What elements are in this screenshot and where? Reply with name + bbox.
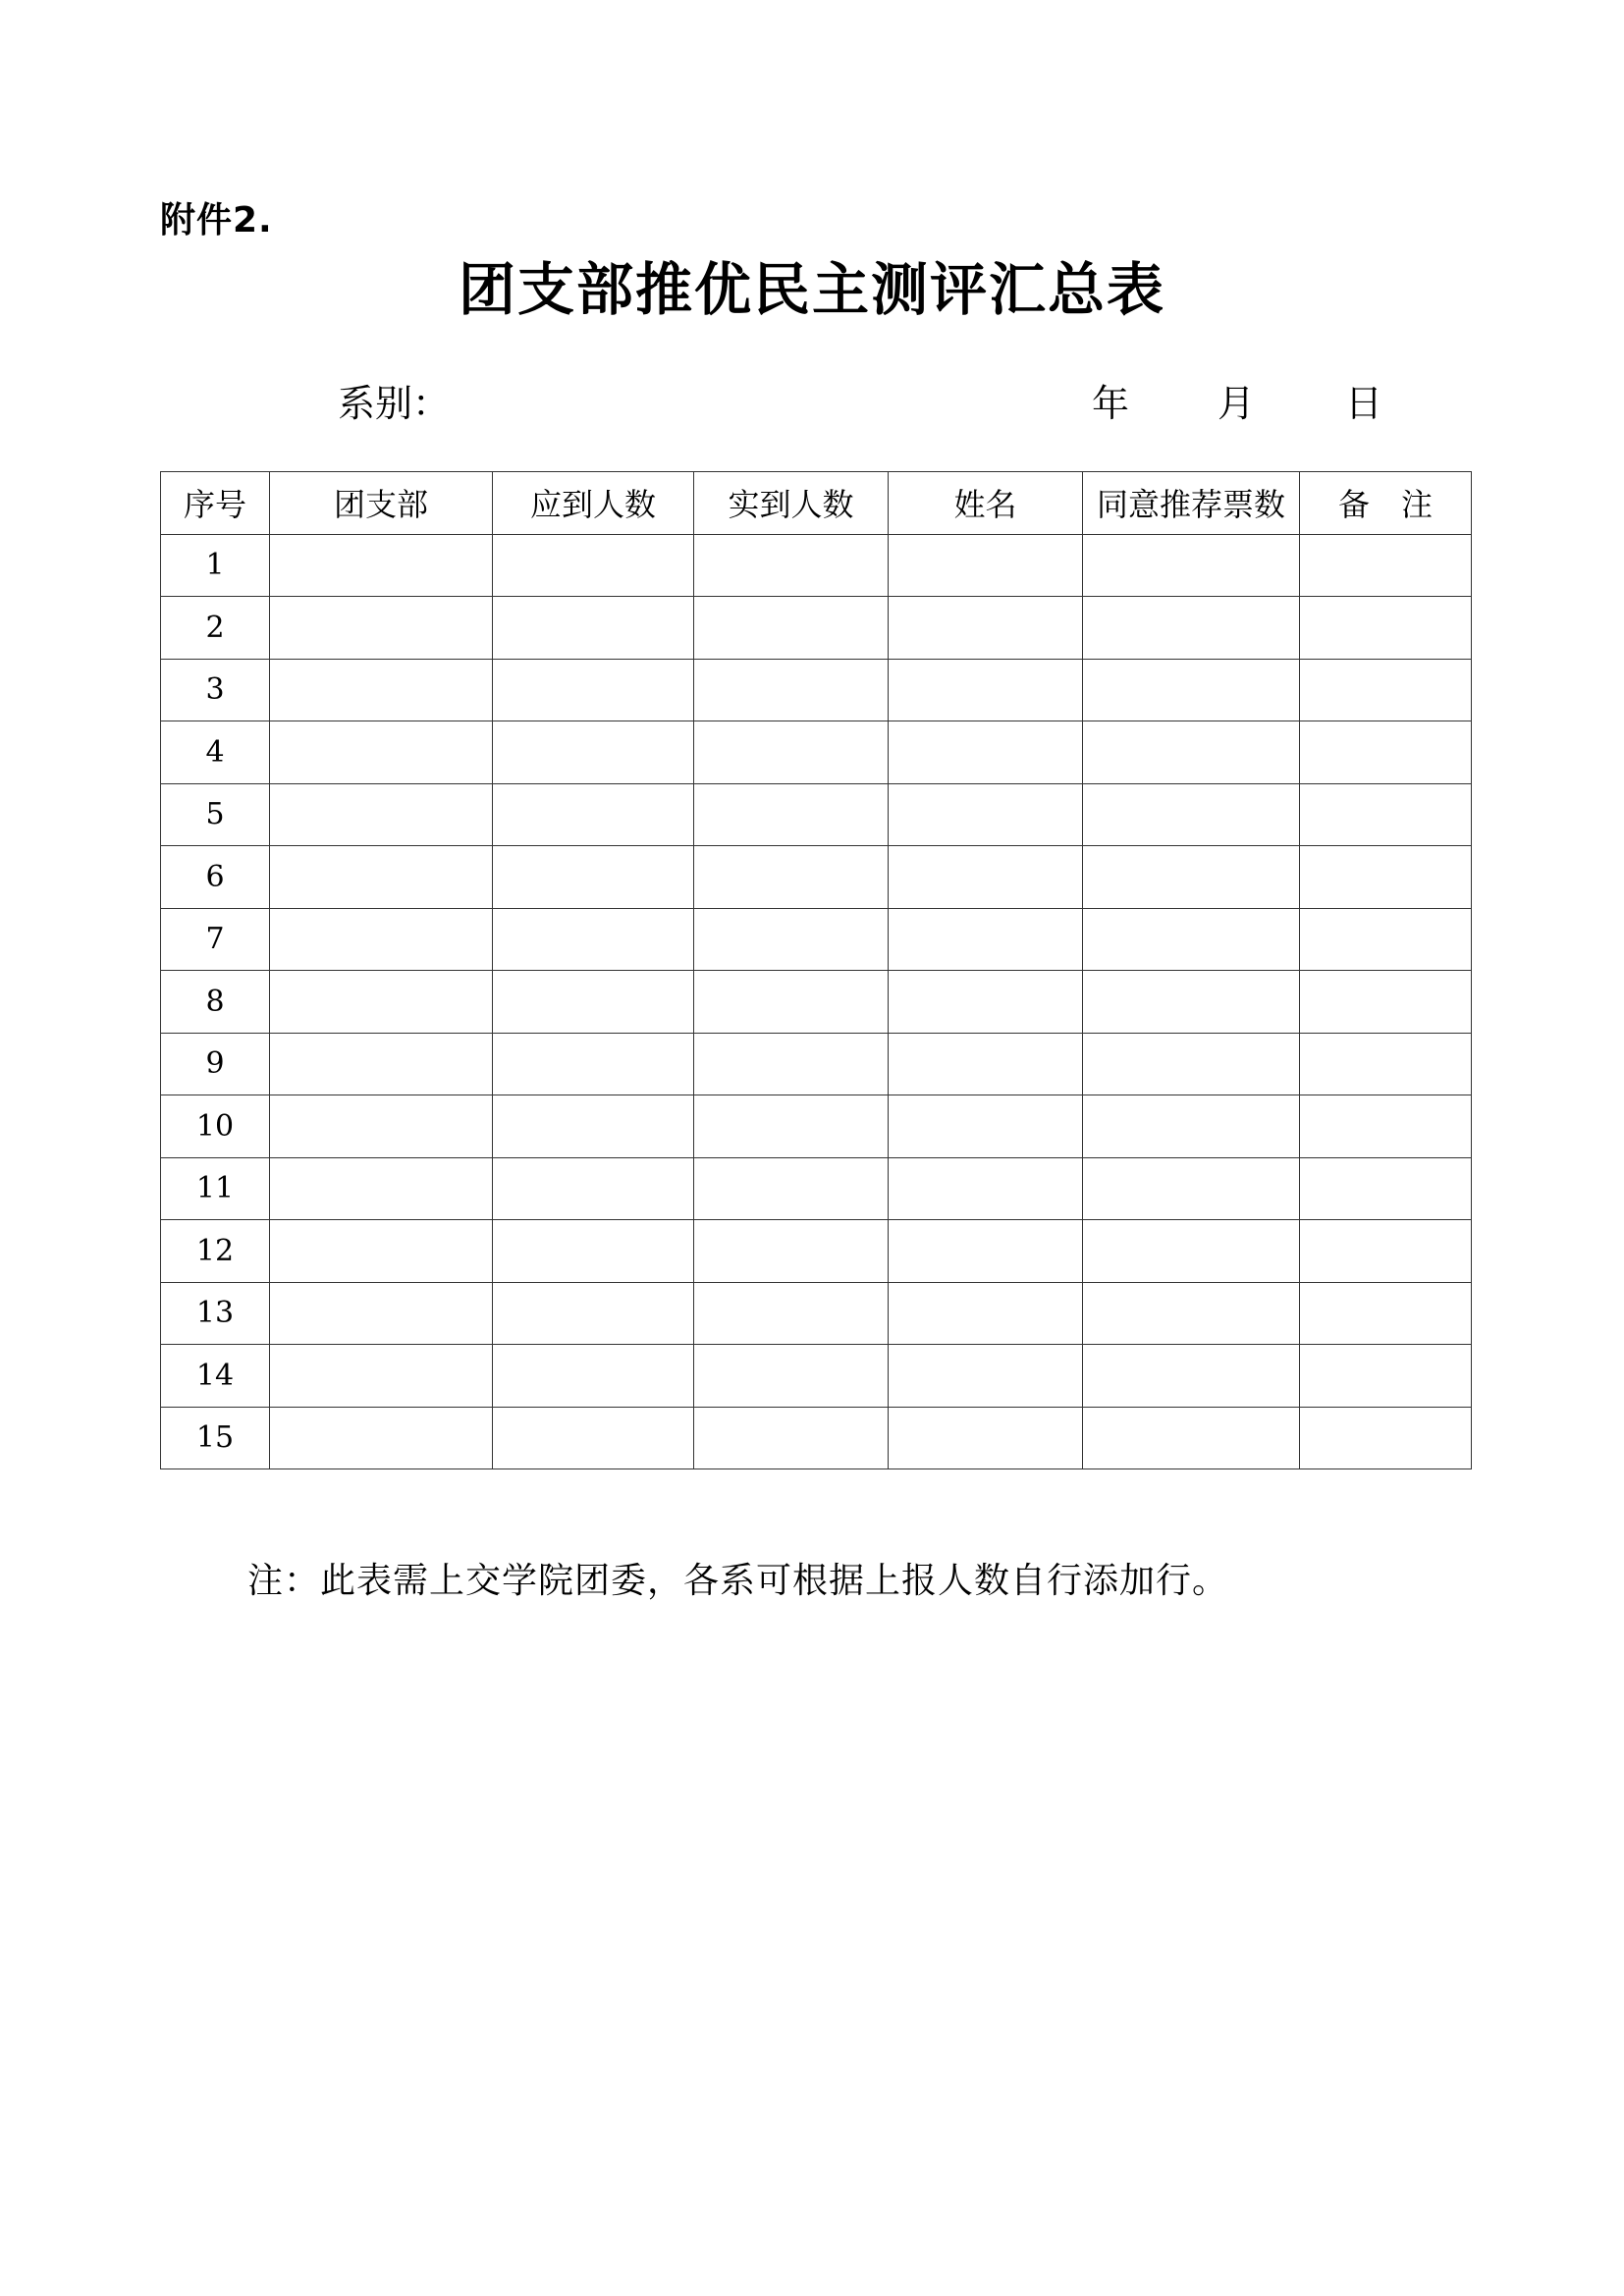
branch-cell[interactable] [270, 1157, 493, 1220]
table-row [161, 1033, 1472, 1095]
name-cell[interactable] [889, 1220, 1083, 1283]
approve-votes-cell[interactable] [1083, 1157, 1300, 1220]
actual-count-cell[interactable] [694, 721, 889, 784]
approve-votes-cell[interactable] [1083, 908, 1300, 971]
table-row [161, 1157, 1472, 1220]
name-cell[interactable] [889, 1033, 1083, 1095]
col-header-approve-votes: 同意推荐票数 [1083, 472, 1300, 535]
approve-votes-cell[interactable] [1083, 1407, 1300, 1469]
expected-count-cell[interactable] [493, 1033, 694, 1095]
table-row [161, 908, 1472, 971]
table-row [161, 783, 1472, 846]
row-index: 7 [161, 908, 270, 971]
name-cell[interactable] [889, 846, 1083, 909]
remarks-cell[interactable] [1300, 908, 1472, 971]
actual-count-cell[interactable] [694, 1157, 889, 1220]
approve-votes-cell[interactable] [1083, 597, 1300, 660]
actual-count-cell[interactable] [694, 1282, 889, 1345]
approve-votes-cell[interactable] [1083, 534, 1300, 597]
col-header-branch: 团支部 [270, 472, 493, 535]
name-cell[interactable] [889, 597, 1083, 660]
name-cell[interactable] [889, 908, 1083, 971]
name-cell[interactable] [889, 1282, 1083, 1345]
actual-count-cell[interactable] [694, 908, 889, 971]
remarks-cell[interactable] [1300, 1033, 1472, 1095]
remarks-cell[interactable] [1300, 1095, 1472, 1158]
actual-count-cell[interactable] [694, 1095, 889, 1158]
expected-count-cell[interactable] [493, 908, 694, 971]
table-row [161, 1095, 1472, 1158]
table-row [161, 1220, 1472, 1283]
col-header-remarks: 备 注 [1300, 472, 1472, 535]
actual-count-cell[interactable] [694, 1407, 889, 1469]
expected-count-cell[interactable] [493, 971, 694, 1034]
actual-count-cell[interactable] [694, 534, 889, 597]
remarks-cell[interactable] [1300, 846, 1472, 909]
name-cell[interactable] [889, 783, 1083, 846]
table-row [161, 659, 1472, 721]
expected-count-cell[interactable] [493, 1407, 694, 1469]
expected-count-cell[interactable] [493, 783, 694, 846]
actual-count-cell[interactable] [694, 846, 889, 909]
row-index: 8 [161, 971, 270, 1034]
branch-cell[interactable] [270, 846, 493, 909]
branch-cell[interactable] [270, 1095, 493, 1158]
row-index: 3 [161, 659, 270, 721]
remarks-cell[interactable] [1300, 1282, 1472, 1345]
name-cell[interactable] [889, 1095, 1083, 1158]
remarks-cell[interactable] [1300, 971, 1472, 1034]
expected-count-cell[interactable] [493, 1095, 694, 1158]
row-index: 9 [161, 1033, 270, 1095]
branch-cell[interactable] [270, 908, 493, 971]
actual-count-cell[interactable] [694, 597, 889, 660]
table-header-row [161, 472, 1472, 535]
approve-votes-cell[interactable] [1083, 721, 1300, 784]
table-row [161, 597, 1472, 660]
row-index: 11 [161, 1157, 270, 1220]
remarks-cell[interactable] [1300, 597, 1472, 660]
table-row [161, 971, 1472, 1034]
expected-count-cell[interactable] [493, 659, 694, 721]
expected-count-cell[interactable] [493, 846, 694, 909]
remarks-cell[interactable] [1300, 534, 1472, 597]
branch-cell[interactable] [270, 1220, 493, 1283]
branch-cell[interactable] [270, 721, 493, 784]
expected-count-cell[interactable] [493, 1220, 694, 1283]
attachment-label: 附件2. [160, 200, 273, 240]
date-month-label: 月 [1218, 382, 1256, 425]
name-cell[interactable] [889, 1345, 1083, 1408]
actual-count-cell[interactable] [694, 783, 889, 846]
date-day-label: 日 [1345, 382, 1383, 425]
branch-cell[interactable] [270, 783, 493, 846]
branch-cell[interactable] [270, 1033, 493, 1095]
summary-table [160, 471, 1472, 1469]
branch-cell[interactable] [270, 1407, 493, 1469]
name-cell[interactable] [889, 721, 1083, 784]
name-cell[interactable] [889, 659, 1083, 721]
branch-cell[interactable] [270, 597, 493, 660]
approve-votes-cell[interactable] [1083, 783, 1300, 846]
expected-count-cell[interactable] [493, 721, 694, 784]
name-cell[interactable] [889, 1157, 1083, 1220]
department-label: 系别： [338, 382, 451, 425]
approve-votes-cell[interactable] [1083, 659, 1300, 721]
approve-votes-cell[interactable] [1083, 1345, 1300, 1408]
remarks-cell[interactable] [1300, 721, 1472, 784]
branch-cell[interactable] [270, 1345, 493, 1408]
row-index: 5 [161, 783, 270, 846]
row-index: 4 [161, 721, 270, 784]
expected-count-cell[interactable] [493, 1345, 694, 1408]
actual-count-cell[interactable] [694, 971, 889, 1034]
col-header-name: 姓名 [889, 472, 1083, 535]
row-index: 6 [161, 846, 270, 909]
branch-cell[interactable] [270, 1282, 493, 1345]
col-header-expected-count: 应到人数 [493, 472, 694, 535]
approve-votes-cell[interactable] [1083, 1282, 1300, 1345]
approve-votes-cell[interactable] [1083, 1220, 1300, 1283]
table-row [161, 534, 1472, 597]
approve-votes-cell[interactable] [1083, 971, 1300, 1034]
table-row [161, 846, 1472, 909]
row-index: 2 [161, 597, 270, 660]
row-index: 1 [161, 534, 270, 597]
actual-count-cell[interactable] [694, 1220, 889, 1283]
actual-count-cell[interactable] [694, 1345, 889, 1408]
remarks-cell[interactable] [1300, 783, 1472, 846]
row-index: 14 [161, 1345, 270, 1408]
remarks-cell[interactable] [1300, 659, 1472, 721]
branch-cell[interactable] [270, 971, 493, 1034]
row-index: 12 [161, 1220, 270, 1283]
approve-votes-cell[interactable] [1083, 1033, 1300, 1095]
table-row [161, 1282, 1472, 1345]
actual-count-cell[interactable] [694, 659, 889, 721]
branch-cell[interactable] [270, 659, 493, 721]
expected-count-cell[interactable] [493, 534, 694, 597]
page-title: 团支部推优民主测评汇总表 [458, 256, 1165, 323]
table-row [161, 721, 1472, 784]
expected-count-cell[interactable] [493, 1157, 694, 1220]
remarks-cell[interactable] [1300, 1407, 1472, 1469]
name-cell[interactable] [889, 971, 1083, 1034]
remarks-cell[interactable] [1300, 1157, 1472, 1220]
name-cell[interactable] [889, 1407, 1083, 1469]
branch-cell[interactable] [270, 534, 493, 597]
remarks-cell[interactable] [1300, 1345, 1472, 1408]
remarks-cell[interactable] [1300, 1220, 1472, 1283]
table-row [161, 1407, 1472, 1469]
expected-count-cell[interactable] [493, 597, 694, 660]
table-row [161, 1345, 1472, 1408]
expected-count-cell[interactable] [493, 1282, 694, 1345]
row-index: 15 [161, 1407, 270, 1469]
footer-note: 注：此表需上交学院团委，各系可根据上报人数自行添加行。 [247, 1561, 1229, 1601]
date-year-label: 年 [1092, 382, 1130, 425]
approve-votes-cell[interactable] [1083, 846, 1300, 909]
approve-votes-cell[interactable] [1083, 1095, 1300, 1158]
row-index: 10 [161, 1095, 270, 1158]
actual-count-cell[interactable] [694, 1033, 889, 1095]
col-header-actual-count: 实到人数 [694, 472, 889, 535]
row-index: 13 [161, 1282, 270, 1345]
col-header-index: 序号 [161, 472, 270, 535]
table-body [161, 534, 1472, 1469]
name-cell[interactable] [889, 534, 1083, 597]
